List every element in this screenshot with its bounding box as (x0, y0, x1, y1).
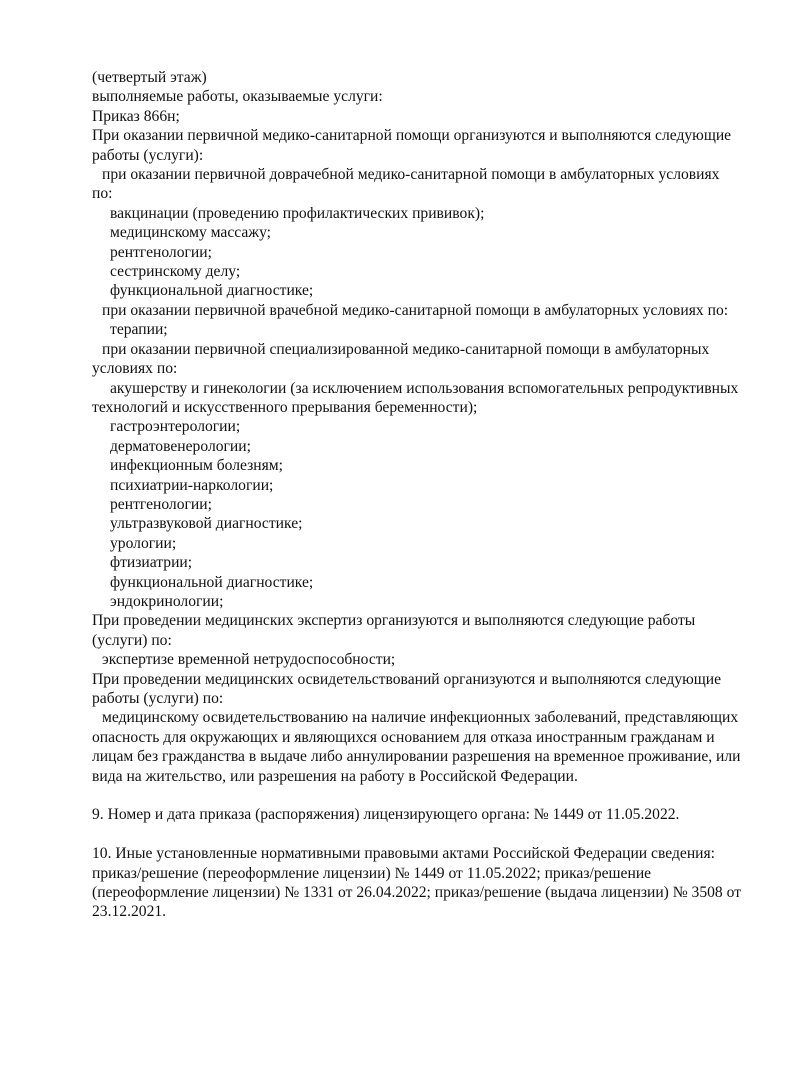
text-line: технологий и искусственного прерывания беременности); (92, 398, 478, 416)
list-item: экспертизе временной нетрудоспособности; (102, 651, 396, 669)
text-line: При проведении медицинских экспертиз организуются и выполняются следующие работы (92, 612, 696, 630)
text-line: При проведении медицинских освидетельствований организуются и выполняются следующие (92, 670, 722, 688)
list-item: эндокринологии; (110, 592, 224, 610)
text-line: 23.12.2021. (92, 903, 167, 921)
text-line: (услуги) по: (92, 631, 172, 649)
document-page (92, 68, 764, 922)
text-line: лицам без гражданства в выдаче либо аннулировании разрешения на временное проживание, или (92, 748, 741, 766)
list-item: функциональной диагностике; (110, 282, 314, 300)
list-item: гастроэнтерологии; (110, 418, 241, 436)
list-item: психиатрии-наркологии; (110, 476, 274, 494)
paragraph-gap (92, 825, 764, 844)
text-line: опасность для окружающих и являющихся основанием для отказа иностранным гражданам и (92, 728, 715, 746)
text-line: приказ/решение (переоформление лицензии) № 1449 от 11.05.2022; приказ/решение (92, 864, 652, 882)
text-line: Приказ 866н; (92, 107, 180, 125)
text-line: (переоформление лицензии) № 1331 от 26.04.2022; приказ/решение (выдача лицензии) № 3508 от (92, 884, 742, 902)
list-item: функциональной диагностике; (110, 573, 314, 591)
list-item: терапии; (110, 321, 168, 339)
list-item: урологии; (110, 534, 177, 552)
text-line: при оказании первичной врачебной медико-санитарной помощи в амбулаторных условиях по: (102, 301, 729, 319)
list-item: рентгенологии; (110, 243, 212, 261)
text-line: 10. Иные установленные нормативными правовыми актами Российской Федерации сведения: (92, 845, 716, 863)
text-line: при оказании первичной специализированной медико-санитарной помощи в амбулаторных (102, 340, 710, 358)
list-item: фтизиатрии; (110, 554, 193, 572)
list-item: вакцинации (проведению профилактических прививок); (110, 204, 485, 222)
list-item: медицинскому массажу; (110, 224, 272, 242)
list-item: рентгенологии; (110, 495, 212, 513)
text-line: работы (услуги): (92, 146, 204, 164)
text-line: медицинскому освидетельствованию на наличие инфекционных заболеваний, представляющих (102, 709, 739, 727)
text-line: вида на жительство, или разрешения на работу в Российской Федерации. (92, 767, 578, 785)
text-line: условиях по: (92, 360, 178, 378)
text-line: выполняемые работы, оказываемые услуги: (92, 88, 383, 106)
list-item: инфекционным болезням; (110, 457, 284, 475)
list-item: ультразвуковой диагностике; (110, 515, 303, 533)
list-item: акушерству и гинекологии (за исключением использования вспомогательных репродуктивных (110, 379, 739, 397)
text-line: (четвертый этаж) (92, 69, 207, 86)
list-item: сестринскому делу; (110, 263, 241, 281)
text-line: При оказании первичной медико-санитарной помощи организуются и выполняются следующие (92, 127, 732, 145)
text-line: 9. Номер и дата приказа (распоряжения) лицензирующего органа: № 1449 от 11.05.2022. (92, 806, 680, 824)
list-item: дерматовенерологии; (110, 437, 251, 455)
text-line: работы (услуги) по: (92, 690, 224, 707)
text-line: по: (92, 185, 113, 203)
paragraph-gap (92, 786, 764, 805)
text-line: при оказании первичной доврачебной медико-санитарной помощи в амбулаторных условиях (102, 166, 720, 184)
